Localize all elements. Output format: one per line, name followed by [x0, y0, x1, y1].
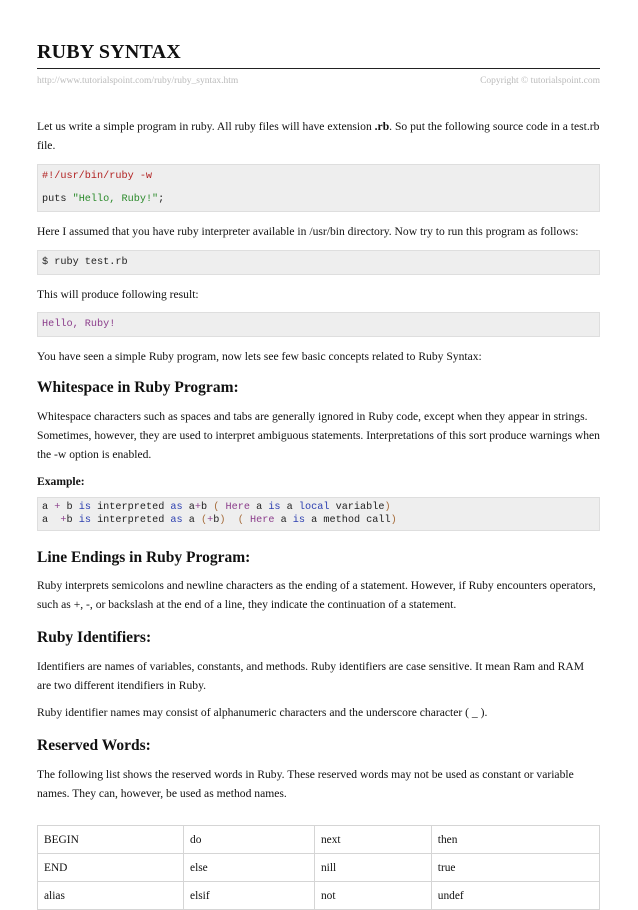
- table-row: [38, 826, 600, 854]
- copyright-notice: Copyright © tutorialspoint.com: [480, 76, 600, 86]
- intro-paragraph: [37, 117, 600, 155]
- code-semicolon: ;: [158, 194, 165, 205]
- code-block-run: [37, 250, 600, 275]
- example-label: Example:: [37, 475, 85, 488]
- table-cell: undef: [431, 882, 599, 910]
- result-paragraph: This will produce following result:: [37, 288, 199, 301]
- interpreter-paragraph: Here I assumed that you have ruby interpreter available in /usr/bin directory. Now try to run this program as follows:: [37, 225, 579, 238]
- heading-identifiers: Ruby Identifiers:: [37, 629, 152, 646]
- code-shebang: #!/usr/bin/ruby -w: [42, 171, 153, 182]
- code-output: Hello, Ruby!: [42, 319, 116, 330]
- identifiers-paragraph-2: Ruby identifier names may consist of alphanumeric characters and the underscore character ( _ ).: [37, 706, 488, 719]
- code-string: "Hello, Ruby!": [72, 194, 159, 205]
- intro-text: Let us write a simple program in ruby. All ruby files will have extension: [37, 120, 375, 133]
- reserved-words-paragraph: The following list shows the reserved words in Ruby. These reserved words may not be used as constant or variable names. They can, however, be used as method names.: [37, 768, 574, 800]
- heading-line-endings: Line Endings in Ruby Program:: [37, 549, 251, 566]
- code-block-whitespace: [37, 497, 600, 531]
- code-whitespace-line2: a +b is interpreted as a (+b) ( Here a is a method call): [42, 515, 397, 526]
- table-cell: then: [431, 826, 599, 854]
- heading-whitespace: Whitespace in Ruby Program:: [37, 379, 239, 396]
- table-cell: alias: [38, 882, 184, 910]
- line-endings-paragraph: Ruby interprets semicolons and newline characters as the ending of a statement. However, if Ruby encounters operators, such as +, -, or backslash at the end of a line, they indicate the continuation of a statement.: [37, 579, 596, 611]
- code-puts-line: [42, 193, 595, 207]
- table-cell: true: [431, 854, 599, 882]
- table-cell: else: [184, 854, 315, 882]
- table-cell: elsif: [184, 882, 315, 910]
- ext-rb: .rb: [374, 120, 390, 133]
- heading-reserved-words: Reserved Words:: [37, 737, 151, 754]
- code-puts: puts: [42, 194, 73, 205]
- table-row: [38, 882, 600, 910]
- header-meta: [37, 75, 600, 87]
- code-block-hello: [37, 164, 600, 212]
- table-cell: do: [184, 826, 315, 854]
- code-run-command: $ ruby test.rb: [42, 257, 128, 268]
- source-url: http://www.tutorialspoint.com/ruby/ruby_syntax.htm: [37, 76, 239, 86]
- seen-paragraph: You have seen a simple Ruby program, now lets see few basic concepts related to Ruby Syntax:: [37, 350, 482, 363]
- intro-text-end: . So put the following source code in a test.rb file.: [37, 120, 600, 152]
- document-page: [37, 0, 600, 910]
- page-title: RUBY SYNTAX: [37, 41, 181, 63]
- reserved-words-table: [37, 825, 600, 910]
- table-row: [38, 854, 600, 882]
- table-cell: not: [314, 882, 431, 910]
- code-whitespace-line1: a + b is interpreted as a+b ( Here a is a local variable): [42, 502, 391, 513]
- table-cell: nill: [314, 854, 431, 882]
- whitespace-paragraph: Whitespace characters such as spaces and tabs are generally ignored in Ruby code, except when they appear in strings. Sometimes, however, they are used to interpret ambiguous statements. Interpretations of this sort produce warnings when the -w option is enabled.: [37, 410, 600, 461]
- table-cell: BEGIN: [38, 826, 184, 854]
- code-block-output: [37, 312, 600, 337]
- identifiers-paragraph-1: Identifiers are names of variables, constants, and methods. Ruby identifiers are case sensitive. It mean Ram and RAM are two different itendifiers in Ruby.: [37, 660, 585, 692]
- title-rule: [37, 68, 600, 69]
- table-cell: next: [314, 826, 431, 854]
- table-cell: END: [38, 854, 184, 882]
